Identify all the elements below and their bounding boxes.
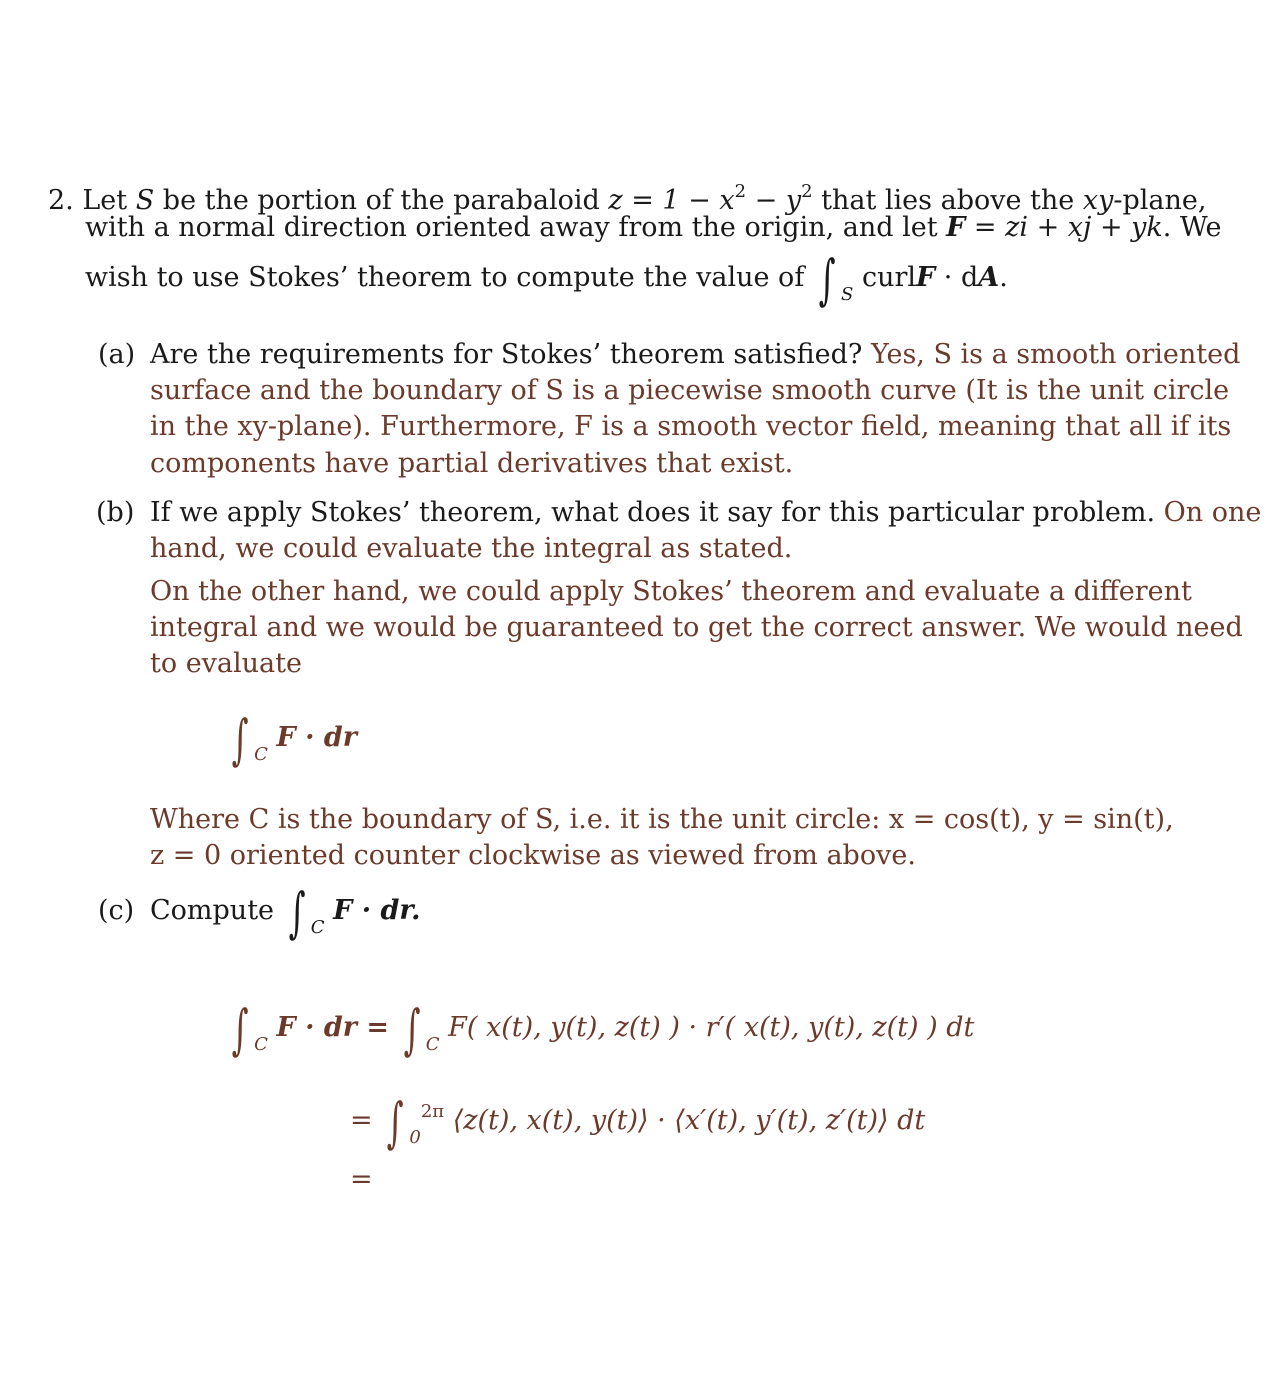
part-b-where-line-2: z = 0 oriented counter clockwise as viewed from above. bbox=[150, 840, 916, 871]
part-b-line-3: On the other hand, we could apply Stokes’ theorem and evaluate a different bbox=[150, 576, 1192, 607]
part-b-line-1: If we apply Stokes’ theorem, what does it say for this particular problem. On one bbox=[150, 497, 1262, 528]
part-b-label: (b) bbox=[96, 497, 135, 528]
integral-sign: ∫ bbox=[403, 998, 421, 1061]
integral-sign: ∫ bbox=[288, 881, 306, 944]
problem-number: 2. bbox=[48, 185, 74, 216]
part-a-label: (a) bbox=[98, 339, 136, 370]
part-b-line-2: hand, we could evaluate the integral as stated. bbox=[150, 533, 793, 564]
part-b-line-5: to evaluate bbox=[150, 648, 302, 679]
integral-sign: ∫ bbox=[231, 998, 249, 1061]
part-c-equation-3: = bbox=[350, 1164, 373, 1195]
part-a-line-2: surface and the boundary of S is a piecewise smooth curve (It is the unit circle bbox=[150, 375, 1230, 406]
part-b-where-line-1: Where C is the boundary of S, i.e. it is the unit circle: x = cos(t), y = sin(t), bbox=[150, 804, 1174, 835]
part-a-line-1: Are the requirements for Stokes’ theorem satisfied? Yes, S is a smooth oriented bbox=[150, 339, 1241, 370]
integral-sign: ∫ bbox=[231, 708, 249, 771]
problem-line-3: wish to use Stokes’ theorem to compute the value of ∫ $_S$ curlF · dA. bbox=[85, 248, 1008, 311]
part-a-line-4: components have partial derivatives that exist. bbox=[150, 448, 794, 479]
part-b-line-4: integral and we would be guaranteed to get the correct answer. We would need bbox=[150, 612, 1243, 643]
part-c-equation-1: ∫ $_C$ F · dr = ∫ $_C$ F( x(t), y(t), z(t) ) · r′( x(t), y(t), z(t) ) dt bbox=[231, 998, 975, 1061]
problem-line-1: 2. Let S be the portion of the parabaloid $z = 1 - x^2 - y^2$ that lies above the xy-plane, bbox=[48, 181, 1207, 216]
integral-sign: ∫ bbox=[386, 1091, 404, 1154]
part-a-line-3: in the xy-plane). Furthermore, F is a smooth vector field, meaning that all if its bbox=[150, 411, 1232, 442]
part-b-integral: ∫ $_C$ F · dr bbox=[231, 708, 357, 771]
part-c-equation-2: = ∫ $_0^{2\pi}$ ⟨z(t), x(t), y(t)⟩ · ⟨x′(t), y′(t), z′(t)⟩ dt bbox=[350, 1091, 926, 1154]
part-c-label: (c) bbox=[98, 895, 135, 926]
part-c-line-1: Compute ∫ $_C$ F · dr. bbox=[150, 881, 421, 944]
problem-line-2: with a normal direction oriented away from the origin, and let F = zi + xj + yk. We bbox=[85, 212, 1222, 243]
integral-sign: ∫ bbox=[818, 248, 836, 311]
